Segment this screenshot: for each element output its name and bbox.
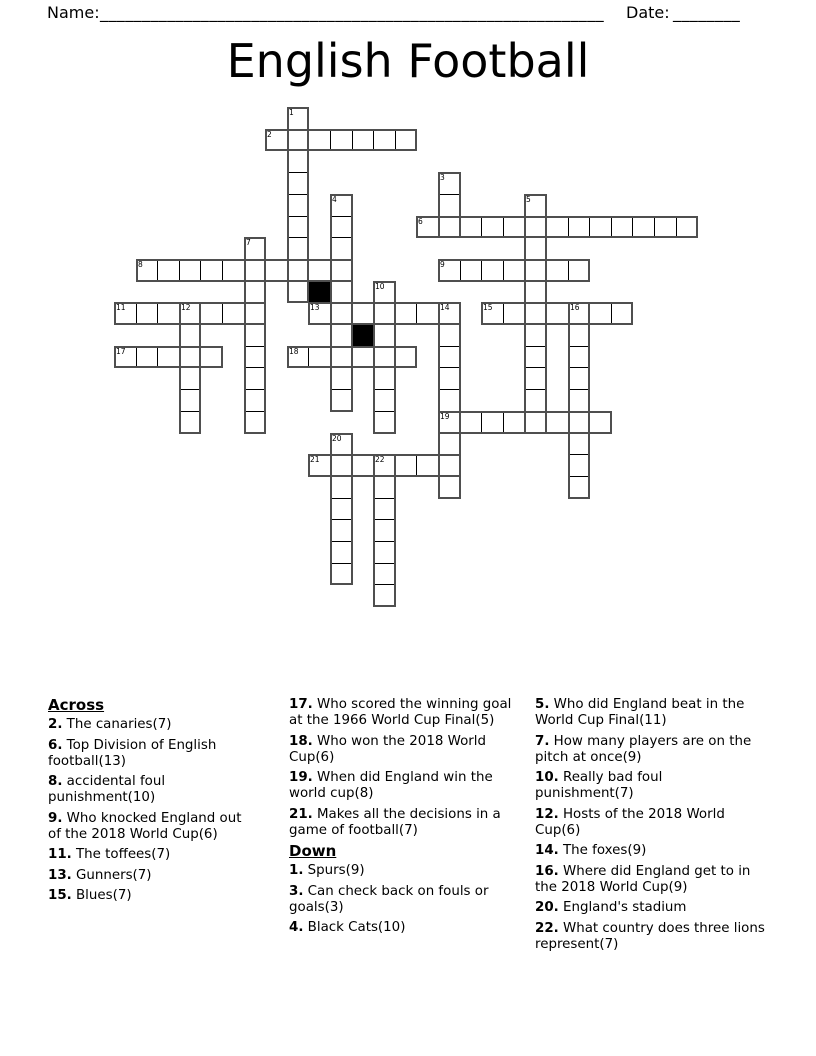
grid-cell[interactable] bbox=[438, 172, 461, 195]
clue-text: What country does three lions represent(7) bbox=[535, 920, 765, 952]
grid-cell[interactable] bbox=[330, 129, 353, 151]
grid-cell[interactable] bbox=[157, 346, 180, 368]
name-label: Name: bbox=[47, 3, 100, 22]
grid-cell[interactable] bbox=[287, 129, 309, 151]
grid-cell[interactable] bbox=[373, 498, 396, 520]
grid-cell[interactable] bbox=[330, 389, 353, 412]
clue-10 bbox=[535, 770, 765, 802]
clue-text: Who knocked England out of the 2018 World Cup(6) bbox=[48, 810, 242, 842]
grid-cell[interactable] bbox=[524, 411, 547, 434]
clue-11 bbox=[48, 847, 256, 863]
grid-cell[interactable] bbox=[503, 302, 525, 325]
grid-cell[interactable] bbox=[136, 302, 158, 325]
clue-number: 21. bbox=[289, 806, 313, 822]
cell-number-6: 6 bbox=[418, 217, 423, 226]
grid-cell[interactable] bbox=[416, 302, 439, 325]
grid-cell[interactable] bbox=[611, 216, 633, 238]
clue-text: Top Division of English football(13) bbox=[48, 737, 217, 769]
clue-text: The toffees(7) bbox=[71, 847, 171, 862]
grid-cell[interactable] bbox=[200, 302, 223, 325]
grid-cell[interactable] bbox=[330, 281, 353, 303]
cell-number-11: 11 bbox=[116, 303, 126, 312]
clue-column-middle bbox=[289, 697, 513, 941]
grid-cell[interactable] bbox=[438, 433, 461, 455]
grid-cell[interactable] bbox=[460, 259, 482, 282]
clue-number: 13. bbox=[48, 867, 72, 883]
grid-cell[interactable] bbox=[546, 259, 569, 282]
grid-cell[interactable] bbox=[373, 476, 396, 499]
cell-number-5: 5 bbox=[526, 195, 531, 204]
grid-cell[interactable] bbox=[373, 281, 396, 303]
grid-cell[interactable] bbox=[460, 216, 482, 238]
grid-cell[interactable] bbox=[330, 563, 353, 585]
grid-cell[interactable] bbox=[524, 367, 547, 390]
clue-17 bbox=[289, 697, 513, 729]
grid-cell[interactable] bbox=[373, 519, 396, 542]
clue-column-across bbox=[48, 697, 256, 909]
cell-number-1: 1 bbox=[289, 108, 294, 117]
grid-cell[interactable] bbox=[136, 259, 158, 282]
grid-cell[interactable] bbox=[481, 216, 504, 238]
clue-8 bbox=[48, 774, 256, 806]
grid-cell[interactable] bbox=[524, 194, 547, 217]
clue-text: accidental foul punishment(10) bbox=[48, 774, 166, 805]
clue-text: Black Cats(10) bbox=[303, 920, 406, 935]
grid-cell[interactable] bbox=[568, 476, 590, 499]
clue-number: 2. bbox=[48, 717, 63, 732]
clue-5 bbox=[535, 697, 765, 729]
grid-cell[interactable] bbox=[373, 324, 396, 347]
grid-cell[interactable] bbox=[373, 346, 396, 368]
grid-cell[interactable] bbox=[244, 259, 266, 282]
grid-cell[interactable] bbox=[200, 346, 223, 368]
grid-cell[interactable] bbox=[114, 302, 137, 325]
grid-cell[interactable] bbox=[287, 150, 309, 173]
clue-text: Spurs(9) bbox=[303, 863, 365, 878]
clue-1 bbox=[289, 863, 513, 879]
grid-cell[interactable] bbox=[330, 454, 353, 477]
grid-cell[interactable] bbox=[589, 302, 612, 325]
grid-cell[interactable] bbox=[460, 411, 482, 434]
grid-cell[interactable] bbox=[524, 346, 547, 368]
grid-cell[interactable] bbox=[589, 216, 612, 238]
grid-cell[interactable] bbox=[330, 302, 353, 325]
grid-cell[interactable] bbox=[611, 302, 633, 325]
clue-text: England's stadium bbox=[558, 900, 687, 915]
clue-number: 1. bbox=[289, 863, 304, 878]
clue-number: 10. bbox=[535, 770, 559, 785]
grid-cell[interactable] bbox=[330, 433, 353, 455]
grid-cell[interactable] bbox=[416, 216, 439, 238]
grid-cell[interactable] bbox=[330, 367, 353, 390]
grid-cell[interactable] bbox=[373, 129, 396, 151]
grid-cell[interactable] bbox=[524, 281, 547, 303]
grid-cell[interactable] bbox=[244, 389, 266, 412]
grid-cell[interactable] bbox=[395, 346, 417, 368]
grid-cell[interactable] bbox=[568, 302, 590, 325]
clue-column-down bbox=[535, 697, 765, 957]
cell-number-3: 3 bbox=[440, 173, 445, 182]
grid-cell[interactable] bbox=[503, 216, 525, 238]
clue-14 bbox=[535, 843, 765, 859]
grid-cell[interactable] bbox=[265, 129, 288, 151]
grid-cell[interactable] bbox=[352, 129, 374, 151]
grid-cell[interactable] bbox=[546, 302, 569, 325]
cell-number-13: 13 bbox=[310, 303, 320, 312]
grid-cell[interactable] bbox=[503, 411, 525, 434]
clue-text: Where did England get to in the 2018 World Cup(9) bbox=[535, 863, 751, 895]
grid-cell[interactable] bbox=[438, 454, 461, 477]
across-header: Across bbox=[48, 696, 105, 714]
grid-cell[interactable] bbox=[244, 411, 266, 434]
grid-cell[interactable] bbox=[244, 324, 266, 347]
clue-number: 15. bbox=[48, 888, 72, 903]
clue-number: 14. bbox=[535, 843, 559, 858]
grid-cell[interactable] bbox=[352, 346, 374, 368]
grid-cell[interactable] bbox=[589, 411, 612, 434]
grid-cell[interactable] bbox=[481, 302, 504, 325]
cell-number-19: 19 bbox=[440, 412, 450, 421]
clue-number: 5. bbox=[535, 697, 550, 712]
crossword-grid bbox=[114, 107, 698, 607]
grid-cell[interactable] bbox=[395, 129, 417, 151]
clue-number: 4. bbox=[289, 920, 304, 935]
grid-cell[interactable] bbox=[352, 454, 374, 477]
clue-number: 11. bbox=[48, 847, 72, 862]
grid-cell[interactable] bbox=[373, 584, 396, 607]
grid-cell[interactable] bbox=[330, 476, 353, 499]
grid-cell[interactable] bbox=[287, 259, 309, 282]
grid-cell[interactable] bbox=[373, 541, 396, 564]
grid-cell[interactable] bbox=[200, 259, 223, 282]
clue-22 bbox=[535, 921, 765, 953]
clue-number: 9. bbox=[48, 810, 63, 826]
clue-number: 22. bbox=[535, 920, 559, 936]
cell-number-8: 8 bbox=[138, 260, 143, 269]
clue-18 bbox=[289, 734, 513, 766]
grid-cell[interactable] bbox=[179, 389, 201, 412]
grid-cell[interactable] bbox=[438, 411, 461, 434]
grid-cell[interactable] bbox=[524, 302, 547, 325]
grid-cell[interactable] bbox=[524, 259, 547, 282]
cell-number-4: 4 bbox=[332, 195, 337, 204]
clue-text: Hosts of the 2018 World Cup(6) bbox=[535, 806, 725, 838]
clue-text: Who won the 2018 World Cup(6) bbox=[289, 733, 486, 765]
grid-cell[interactable] bbox=[114, 346, 137, 368]
clue-text: Gunners(7) bbox=[71, 867, 152, 883]
clue-text: How many players are on the pitch at once(9) bbox=[535, 733, 752, 765]
grid-cell[interactable] bbox=[438, 324, 461, 347]
clue-7 bbox=[535, 734, 765, 766]
grid-cell[interactable] bbox=[330, 519, 353, 542]
clue-3 bbox=[289, 884, 513, 916]
clue-text: The foxes(9) bbox=[558, 843, 647, 858]
black-cell bbox=[352, 324, 374, 347]
clue-2 bbox=[48, 717, 256, 733]
grid-cell[interactable] bbox=[330, 498, 353, 520]
grid-cell[interactable] bbox=[244, 281, 266, 303]
grid-cell[interactable] bbox=[222, 302, 245, 325]
cell-number-7: 7 bbox=[246, 238, 251, 247]
grid-cell[interactable] bbox=[179, 411, 201, 434]
clue-number: 3. bbox=[289, 883, 304, 899]
grid-cell[interactable] bbox=[568, 433, 590, 455]
grid-cell[interactable] bbox=[330, 541, 353, 564]
clue-15 bbox=[48, 888, 256, 904]
date-label: Date: bbox=[626, 3, 670, 22]
grid-cell[interactable] bbox=[438, 259, 461, 282]
grid-cell[interactable] bbox=[568, 216, 590, 238]
clue-text: Really bad foul punishment(7) bbox=[535, 770, 663, 801]
clue-number: 8. bbox=[48, 774, 63, 789]
grid-cell[interactable] bbox=[330, 324, 353, 347]
cell-number-2: 2 bbox=[267, 130, 272, 139]
clue-text: Who scored the winning goal at the 1966 World Cup Final(5) bbox=[289, 697, 512, 728]
grid-cell[interactable] bbox=[503, 259, 525, 282]
clue-19 bbox=[289, 770, 513, 802]
cell-number-10: 10 bbox=[375, 282, 385, 291]
grid-cell[interactable] bbox=[524, 216, 547, 238]
clue-text: When did England win the world cup(8) bbox=[289, 770, 493, 801]
clue-6 bbox=[48, 738, 256, 770]
grid-cell[interactable] bbox=[568, 367, 590, 390]
grid-cell[interactable] bbox=[179, 259, 201, 282]
grid-cell[interactable] bbox=[546, 411, 569, 434]
clue-20 bbox=[535, 900, 765, 916]
grid-cell[interactable] bbox=[179, 324, 201, 347]
grid-cell[interactable] bbox=[244, 237, 266, 260]
grid-cell[interactable] bbox=[438, 194, 461, 217]
grid-cell[interactable] bbox=[222, 259, 245, 282]
grid-cell[interactable] bbox=[136, 346, 158, 368]
grid-cell[interactable] bbox=[568, 454, 590, 477]
clue-4 bbox=[289, 920, 513, 936]
cell-number-17: 17 bbox=[116, 347, 126, 356]
grid-cell[interactable] bbox=[330, 216, 353, 238]
clue-number: 20. bbox=[535, 900, 559, 915]
clue-number: 12. bbox=[535, 806, 559, 822]
clue-9 bbox=[48, 811, 256, 843]
grid-cell[interactable] bbox=[373, 389, 396, 412]
grid-cell[interactable] bbox=[568, 324, 590, 347]
grid-cell[interactable] bbox=[308, 129, 331, 151]
grid-cell[interactable] bbox=[244, 367, 266, 390]
grid-cell[interactable] bbox=[373, 302, 396, 325]
grid-cell[interactable] bbox=[438, 389, 461, 412]
grid-cell[interactable] bbox=[287, 107, 309, 130]
grid-cell[interactable] bbox=[373, 454, 396, 477]
clue-text: Can check back on fouls or goals(3) bbox=[289, 883, 489, 915]
grid-cell[interactable] bbox=[308, 259, 331, 282]
grid-cell[interactable] bbox=[157, 259, 180, 282]
clue-text: The canaries(7) bbox=[62, 717, 172, 732]
grid-cell[interactable] bbox=[438, 346, 461, 368]
cell-number-18: 18 bbox=[289, 347, 299, 356]
grid-cell[interactable] bbox=[330, 237, 353, 260]
name-blank-line[interactable]: ____________________________________________________________ bbox=[100, 3, 604, 22]
clue-12 bbox=[535, 807, 765, 839]
grid-cell[interactable] bbox=[438, 216, 461, 238]
cell-number-20: 20 bbox=[332, 434, 342, 443]
grid-cell[interactable] bbox=[287, 237, 309, 260]
grid-cell[interactable] bbox=[179, 302, 201, 325]
grid-cell[interactable] bbox=[632, 216, 655, 238]
clue-number: 17. bbox=[289, 697, 313, 712]
clue-number: 18. bbox=[289, 733, 313, 749]
grid-cell[interactable] bbox=[373, 563, 396, 585]
cell-number-12: 12 bbox=[181, 303, 191, 312]
grid-cell[interactable] bbox=[244, 346, 266, 368]
clue-text: Who did England beat in the World Cup Final(11) bbox=[535, 697, 745, 728]
clue-number: 7. bbox=[535, 733, 550, 749]
grid-cell[interactable] bbox=[308, 302, 331, 325]
grid-cell[interactable] bbox=[330, 259, 353, 282]
clue-13 bbox=[48, 868, 256, 884]
grid-cell[interactable] bbox=[265, 259, 288, 282]
grid-cell[interactable] bbox=[481, 411, 504, 434]
grid-cell[interactable] bbox=[438, 302, 461, 325]
grid-cell[interactable] bbox=[568, 259, 590, 282]
grid-cell[interactable] bbox=[546, 216, 569, 238]
cell-number-22: 22 bbox=[375, 455, 385, 464]
grid-cell[interactable] bbox=[568, 346, 590, 368]
cell-number-15: 15 bbox=[483, 303, 493, 312]
clue-number: 16. bbox=[535, 863, 559, 879]
cell-number-16: 16 bbox=[570, 303, 580, 312]
grid-cell[interactable] bbox=[438, 476, 461, 499]
clue-number: 6. bbox=[48, 737, 63, 753]
grid-cell[interactable] bbox=[308, 346, 331, 368]
grid-cell[interactable] bbox=[568, 411, 590, 434]
grid-cell[interactable] bbox=[157, 302, 180, 325]
grid-cell[interactable] bbox=[395, 302, 417, 325]
grid-cell[interactable] bbox=[481, 259, 504, 282]
grid-cell[interactable] bbox=[287, 172, 309, 195]
black-cell bbox=[308, 281, 331, 303]
cell-number-21: 21 bbox=[310, 455, 320, 464]
clue-21 bbox=[289, 807, 513, 839]
grid-cell[interactable] bbox=[395, 454, 417, 477]
grid-cell[interactable] bbox=[373, 367, 396, 390]
grid-cell[interactable] bbox=[568, 389, 590, 412]
grid-cell[interactable] bbox=[179, 367, 201, 390]
cell-number-14: 14 bbox=[440, 303, 450, 312]
grid-cell[interactable] bbox=[352, 302, 374, 325]
grid-cell[interactable] bbox=[330, 194, 353, 217]
grid-cell[interactable] bbox=[438, 367, 461, 390]
grid-cell[interactable] bbox=[524, 324, 547, 347]
cell-number-9: 9 bbox=[440, 260, 445, 269]
grid-cell[interactable] bbox=[287, 194, 309, 217]
clue-number: 19. bbox=[289, 770, 313, 785]
date-blank-line[interactable]: ________ bbox=[673, 3, 741, 22]
grid-cell[interactable] bbox=[654, 216, 677, 238]
grid-cell[interactable] bbox=[524, 237, 547, 260]
grid-cell[interactable] bbox=[244, 302, 266, 325]
grid-cell[interactable] bbox=[308, 454, 331, 477]
clue-text: Makes all the decisions in a game of football(7) bbox=[289, 806, 501, 838]
down-header: Down bbox=[289, 842, 337, 860]
grid-cell[interactable] bbox=[676, 216, 698, 238]
grid-cell[interactable] bbox=[287, 216, 309, 238]
grid-cell[interactable] bbox=[287, 281, 309, 303]
clue-text: Blues(7) bbox=[71, 888, 132, 903]
grid-cell[interactable] bbox=[524, 389, 547, 412]
page-title: English Football bbox=[226, 34, 590, 88]
grid-cell[interactable] bbox=[287, 346, 309, 368]
clue-16 bbox=[535, 864, 765, 896]
grid-cell[interactable] bbox=[179, 346, 201, 368]
grid-cell[interactable] bbox=[416, 454, 439, 477]
grid-cell[interactable] bbox=[330, 346, 353, 368]
grid-cell[interactable] bbox=[373, 411, 396, 434]
